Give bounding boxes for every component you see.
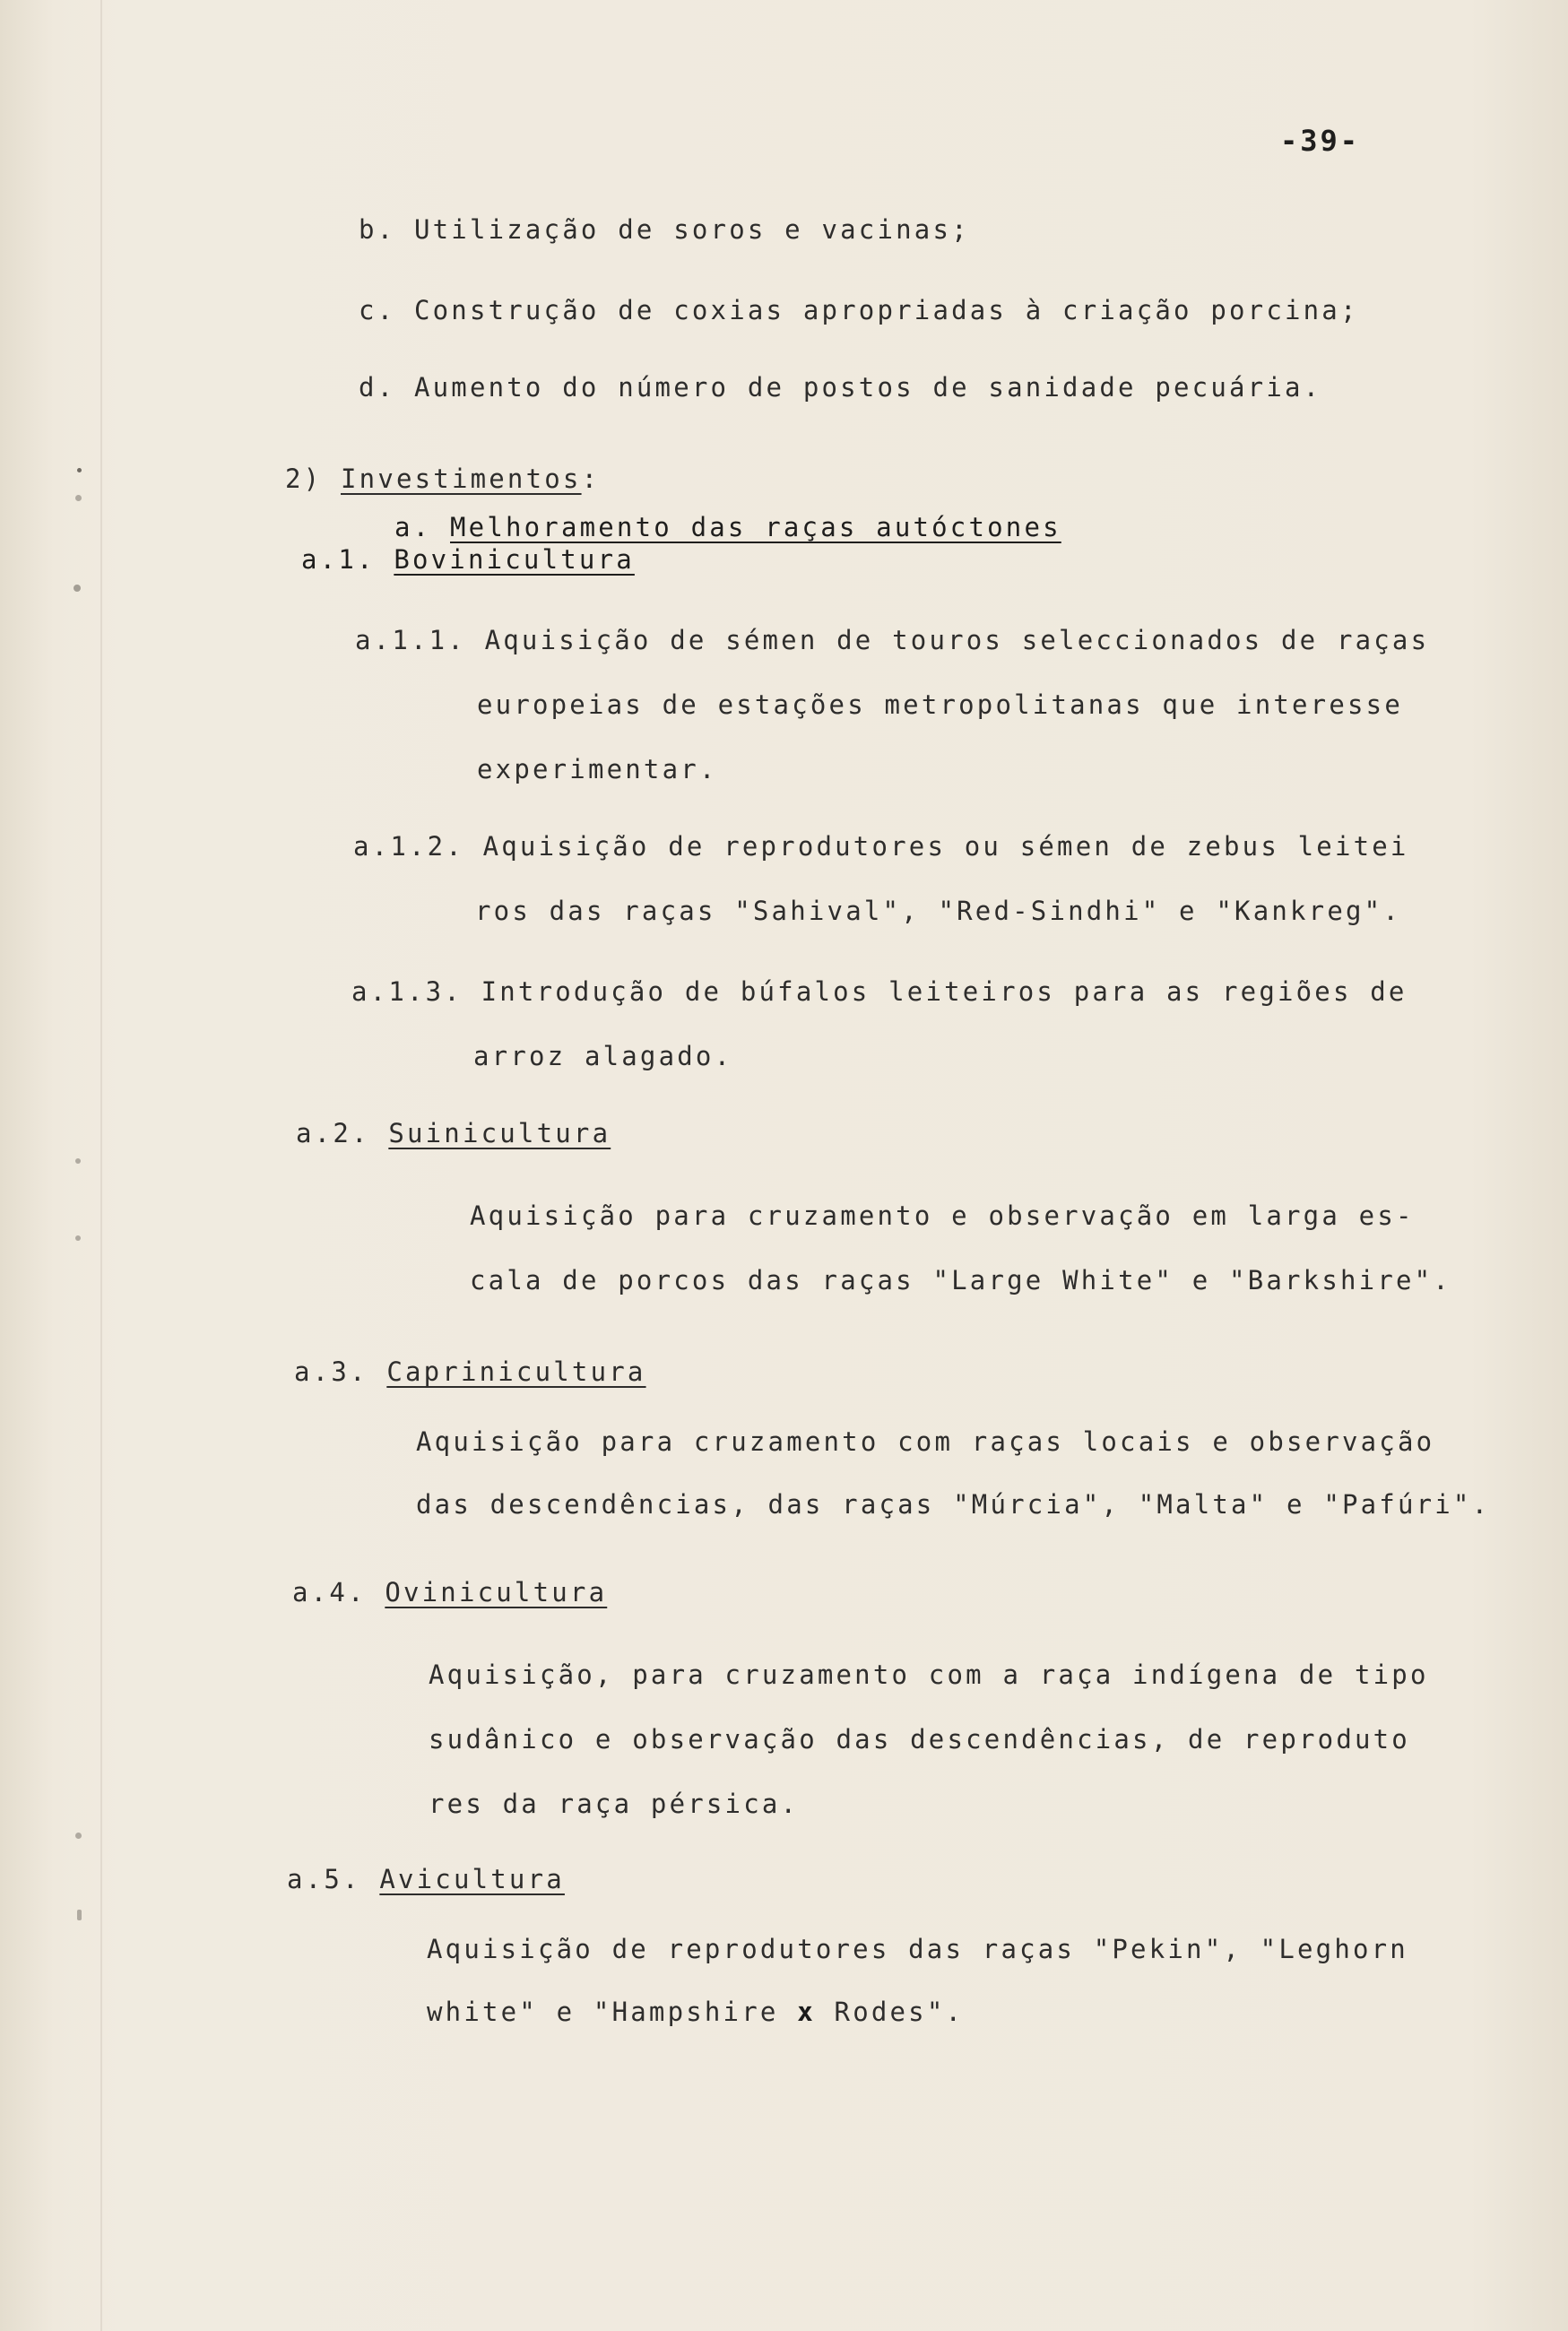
a2-heading: [296, 1117, 611, 1149]
subsection-a-heading: [394, 511, 1061, 543]
subsection-a-prefix: a.: [394, 512, 432, 542]
section-2-title: Investimentos: [341, 464, 582, 494]
a3-number: a.3.: [294, 1356, 368, 1387]
typed-x-mark: x: [797, 1997, 816, 2027]
a11-line-3: experimentar.: [477, 754, 718, 784]
a2-body-1: Aquisição para cruzamento e observação em larga es-: [470, 1200, 1415, 1231]
a13-line-1: a.1.3. Introdução de búfalos leiteiros para as regiões de: [351, 976, 1408, 1007]
page-number: -39-: [1280, 124, 1361, 158]
a4-body-1: Aquisição, para cruzamento com a raça indígena de tipo: [429, 1659, 1429, 1690]
a4-body-3: res da raça pérsica.: [429, 1789, 800, 1819]
margin-speck: [75, 1158, 81, 1164]
section-2-number: 2): [285, 464, 323, 494]
a1-title: Bovinicultura: [394, 544, 635, 575]
a5-number: a.5.: [287, 1864, 361, 1894]
a1-number: a.1.: [301, 544, 376, 575]
margin-speck: [74, 585, 81, 592]
a1-heading: [301, 543, 635, 576]
a5-body-2: [427, 1996, 964, 2028]
a13-line-2: arroz alagado.: [473, 1041, 733, 1071]
subsection-a-title: Melhoramento das raças autóctones: [450, 512, 1061, 542]
a2-body-2: cala de porcos das raças "Large White" e "Barkshire".: [470, 1265, 1451, 1295]
a3-title: Caprinicultura: [386, 1356, 646, 1387]
margin-speck: [77, 468, 82, 472]
paper-fold-shadow: [100, 0, 102, 2331]
item-c: c. Construção de coxias apropriadas à criação porcina;: [359, 295, 1359, 325]
margin-speck: [75, 1235, 81, 1241]
a2-title: Suinicultura: [388, 1118, 611, 1148]
a5-heading: [287, 1863, 565, 1895]
margin-speck: [75, 495, 82, 501]
a3-body-2: das descendências, das raças "Múrcia", "Malta" e "Pafúri".: [416, 1489, 1491, 1520]
a3-heading: [294, 1356, 646, 1388]
a4-heading: [292, 1576, 607, 1608]
a4-body-2: sudânico e observação das descendências, de reproduto: [429, 1724, 1410, 1755]
a12-line-2: ros das raças "Sahival", "Red-Sindhi" e "Kankreg".: [475, 896, 1401, 926]
section-2-colon: :: [581, 464, 601, 494]
margin-speck: [77, 1910, 82, 1920]
section-2-heading: [285, 463, 600, 495]
a12-line-1: a.1.2. Aquisição de reprodutores ou sémen de zebus leitei: [353, 831, 1409, 862]
a11-line-1: a.1.1. Aquisição de sémen de touros seleccionados de raças: [355, 625, 1430, 655]
a3-body-1: Aquisição para cruzamento com raças locais e observação: [416, 1426, 1435, 1457]
item-b: b. Utilização de soros e vacinas;: [359, 214, 970, 245]
margin-speck: [75, 1833, 82, 1839]
a11-line-2: europeias de estações metropolitanas que interesse: [477, 689, 1403, 720]
a5-title: Avicultura: [379, 1864, 565, 1894]
a5-body-2-end: Rodes".: [834, 1997, 965, 2027]
a5-body-2-start: white" e "Hampshire: [427, 1997, 779, 2027]
a5-body-1: Aquisição de reprodutores das raças "Pekin", "Leghorn: [427, 1934, 1408, 1964]
a4-title: Ovinicultura: [385, 1577, 608, 1607]
a2-number: a.2.: [296, 1118, 370, 1148]
item-d: d. Aumento do número de postos de sanidade pecuária.: [359, 372, 1322, 403]
a4-number: a.4.: [292, 1577, 367, 1607]
